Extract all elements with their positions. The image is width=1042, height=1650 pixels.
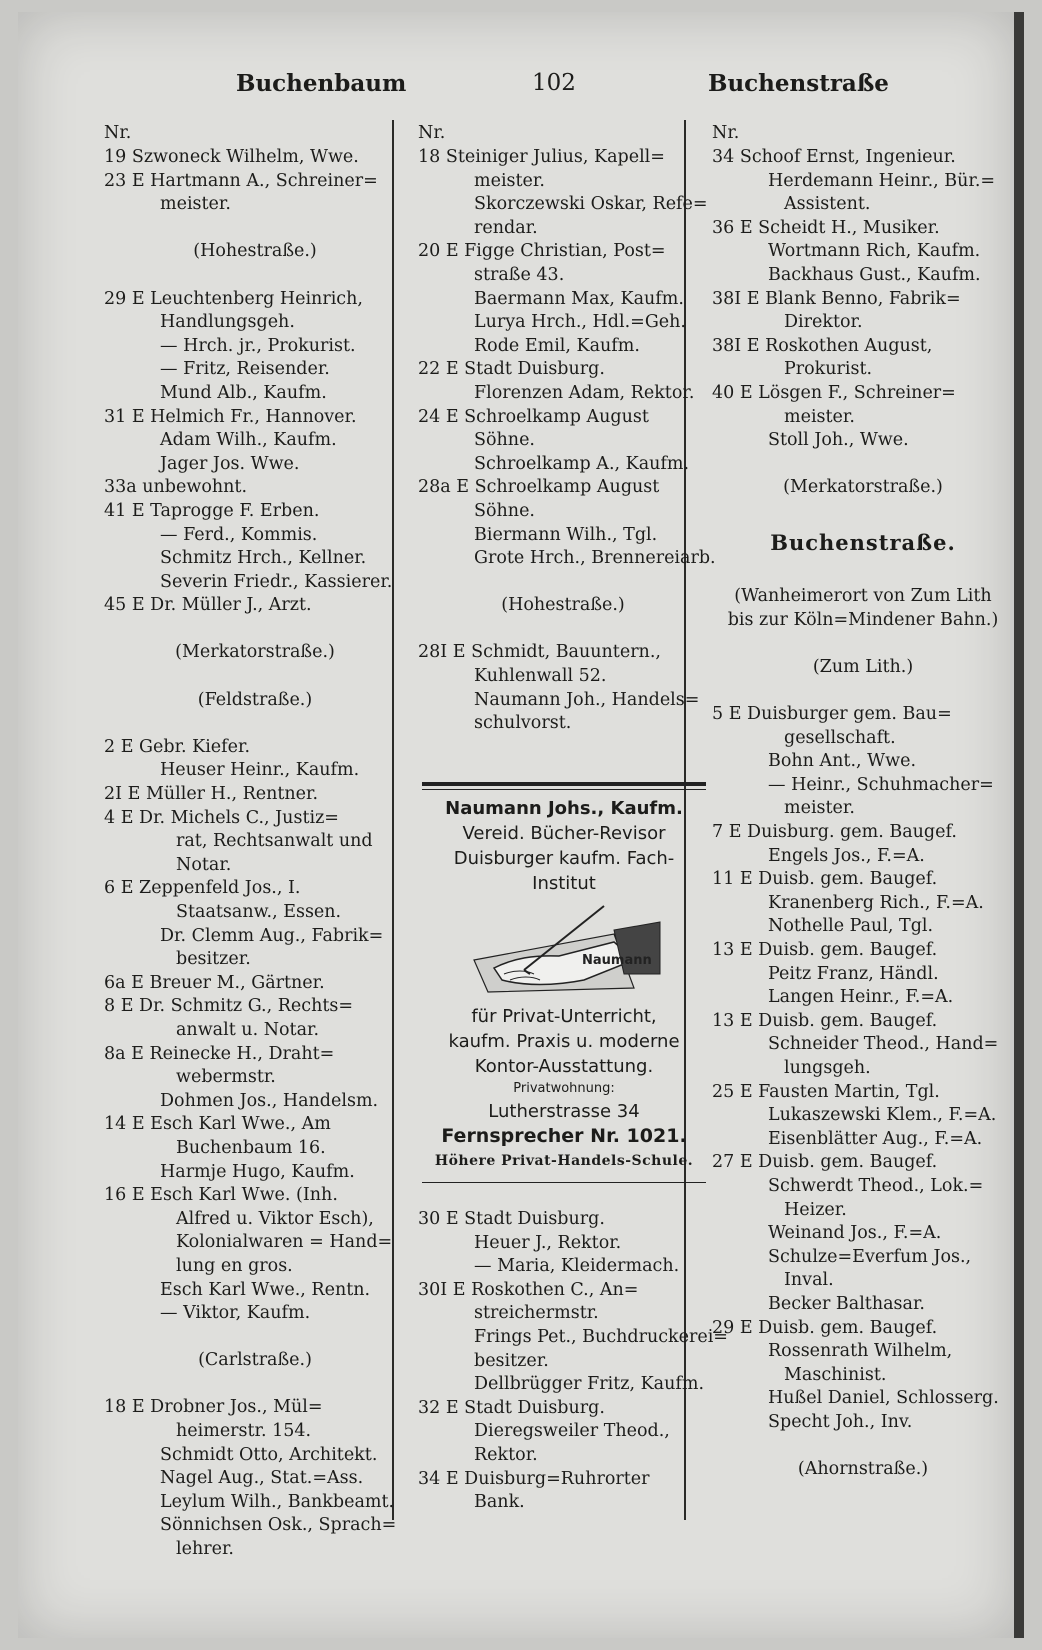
entry-line: 13 E Duisb. gem. Baugef. xyxy=(712,1010,938,1031)
cross-street: (Hohestraße.) xyxy=(501,595,625,616)
entry-line: streichermstr. xyxy=(474,1303,599,1324)
spacer xyxy=(712,632,1014,656)
entry-line: Dieregsweiler Theod., xyxy=(474,1421,670,1442)
entry-line: Rektor. xyxy=(474,1444,538,1465)
cross-street: bis zur Köln=Mindener Bahn.) xyxy=(727,609,999,630)
entry-line: 5 E Duisburger gem. Bau= xyxy=(712,704,952,725)
page-number: 102 xyxy=(532,70,576,96)
entry-line: Baermann Max, Kaufm. xyxy=(474,288,684,309)
entry-line: 7 E Duisburg. gem. Baugef. xyxy=(712,822,957,843)
entry-line: Alfred u. Viktor Esch), xyxy=(176,1208,374,1229)
entry-line: 8 E Dr. Schmitz G., Rechts= xyxy=(104,996,354,1017)
entry-line: Heuer J., Rektor. xyxy=(474,1232,622,1253)
entry-line: 6a E Breuer M., Gärtner. xyxy=(104,972,325,993)
entry-line: Hußel Daniel, Schlosserg. xyxy=(768,1388,999,1409)
entry-line: webermstr. xyxy=(176,1067,276,1088)
entry-line: 38I E Blank Benno, Fabrik= xyxy=(712,288,961,309)
entry-line: — Fritz, Reisender. xyxy=(160,359,330,380)
entry-line: 38I E Roskothen August, xyxy=(712,335,933,356)
entry-line: 2 E Gebr. Kiefer. xyxy=(104,736,251,757)
entry-line: Dellbrügger Fritz, Kaufm. xyxy=(474,1374,705,1395)
entry-line: Nr. xyxy=(418,123,446,143)
entry-line: 30I E Roskothen C., An= xyxy=(418,1279,639,1300)
entry-line: Becker Balthasar. xyxy=(768,1293,925,1314)
entry-line: Schmidt Otto, Architekt. xyxy=(160,1444,378,1465)
column-left xyxy=(104,122,406,1562)
entry-line: Söhne. xyxy=(474,500,535,521)
spacer xyxy=(712,562,1014,586)
ad-school: Höhere Privat-Handels-Schule. xyxy=(434,1153,694,1169)
header-right: Buchenstraße xyxy=(708,70,889,97)
entry-line: Direktor. xyxy=(784,312,863,333)
ad-line: Duisburger kaufm. Fach- xyxy=(453,848,675,869)
ad-rule xyxy=(422,782,706,786)
spacer xyxy=(418,618,708,642)
entry-line: Rode Emil, Kaufm. xyxy=(474,335,640,356)
entry-line: Mund Alb., Kaufm. xyxy=(160,382,327,403)
spacer xyxy=(104,665,406,689)
entry-line: Lukaszewski Klem., F.=A. xyxy=(768,1105,997,1126)
column-right xyxy=(712,122,1014,1482)
entry-line: meister. xyxy=(474,170,545,191)
entry-line: 22 E Stadt Duisburg. xyxy=(418,359,605,380)
entry-line: Biermann Wilh., Tgl. xyxy=(474,524,658,545)
advertisement xyxy=(414,782,714,1183)
cross-street: (Ahornstraße.) xyxy=(797,1459,929,1480)
entry-line: Florenzen Adam, Rektor. xyxy=(474,382,695,403)
entry-line: Buchenbaum 16. xyxy=(176,1137,326,1158)
spacer xyxy=(712,500,1014,524)
entry-line: Schulze=Everfum Jos., xyxy=(768,1246,972,1267)
entry-line: Skorczewski Oskar, Refe= xyxy=(474,194,708,215)
entry-line: Stoll Joh., Wwe. xyxy=(768,430,909,451)
entry-line: meister. xyxy=(784,406,855,427)
entry-line: Schmitz Hrch., Kellner. xyxy=(160,548,367,569)
spacer xyxy=(712,679,1014,703)
entry-line: 11 E Duisb. gem. Baugef. xyxy=(712,869,938,890)
cross-street: (Carlstraße.) xyxy=(198,1350,312,1371)
entry-line: lehrer. xyxy=(176,1539,234,1560)
ad-signature: Naumann xyxy=(582,953,652,968)
entry-line: — Maria, Kleidermach. xyxy=(474,1256,680,1277)
entry-line: Leylum Wilh., Bankbeamt. xyxy=(160,1491,395,1512)
entry-line: 30 E Stadt Duisburg. xyxy=(418,1209,605,1229)
writing-hand-illustration xyxy=(464,900,664,998)
entry-line: Kolonialwaren = Hand= xyxy=(176,1232,393,1253)
ad-name: Naumann Johs., Kaufm. xyxy=(445,798,683,819)
entry-line: Severin Friedr., Kassierer. xyxy=(160,571,393,592)
entry-line: Dr. Clemm Aug., Fabrik= xyxy=(160,925,384,946)
ad-line: Institut xyxy=(532,873,596,894)
spacer xyxy=(104,217,406,241)
entry-line: Schneider Theod., Hand= xyxy=(768,1034,999,1055)
header-left: Buchenbaum xyxy=(236,70,407,97)
entry-line: Bohn Ant., Wwe. xyxy=(768,751,917,772)
entry-line: Schwerdt Theod., Lok.= xyxy=(768,1175,984,1196)
ad-line: für Privat-Unterricht, xyxy=(471,1006,657,1027)
spacer xyxy=(104,1326,406,1350)
entry-line: Naumann Joh., Handels= xyxy=(474,689,700,710)
entry-line: 32 E Stadt Duisburg. xyxy=(418,1397,605,1418)
entry-line: lungsgeh. xyxy=(784,1057,871,1078)
entry-line: Herdemann Heinr., Bür.= xyxy=(768,170,996,191)
entry-line: 28a E Schroelkamp August xyxy=(418,477,660,498)
cross-street: (Feldstraße.) xyxy=(197,689,313,710)
entry-line: heimerstr. 154. xyxy=(176,1421,312,1442)
entry-line: Frings Pet., Buchdruckerei= xyxy=(474,1326,728,1347)
entry-line: 40 E Lösgen F., Schreiner= xyxy=(712,382,956,403)
entry-line: 29 E Leuchtenberg Heinrich, xyxy=(104,288,363,309)
entry-line: 36 E Scheidt H., Musiker. xyxy=(712,217,940,238)
entry-line: 28I E Schmidt, Bauuntern., xyxy=(418,642,661,663)
entry-line: rendar. xyxy=(474,217,538,238)
entry-line: — Ferd., Kommis. xyxy=(160,524,318,545)
entry-line: Esch Karl Wwe., Rentn. xyxy=(160,1279,371,1300)
entry-line: 20 E Figge Christian, Post= xyxy=(418,241,666,262)
cross-street: (Merkatorstraße.) xyxy=(175,642,335,663)
entry-line: 18 E Drobner Jos., Mül= xyxy=(104,1397,323,1418)
spacer xyxy=(712,1434,1014,1458)
entry-line: 13 E Duisb. gem. Baugef. xyxy=(712,940,938,960)
ad-line: Kontor-Ausstattung. xyxy=(474,1056,654,1077)
entry-line: rat, Rechtsanwalt und xyxy=(176,831,373,852)
cross-street: (Merkatorstraße.) xyxy=(783,477,943,498)
entry-line: 6 E Zeppenfeld Jos., I. xyxy=(104,878,301,899)
column-middle xyxy=(418,122,716,736)
entry-line: 45 E Dr. Müller J., Arzt. xyxy=(104,595,312,616)
entry-line: — Heinr., Schuhmacher= xyxy=(768,774,994,795)
entry-line: Handlungsgeh. xyxy=(160,312,295,333)
entry-line: Maschinist. xyxy=(784,1364,887,1385)
entry-line: Inval. xyxy=(784,1270,834,1291)
spacer xyxy=(104,264,406,288)
entry-line: Harmje Hugo, Kaufm. xyxy=(160,1161,355,1182)
entry-line: 16 E Esch Karl Wwe. (Inh. xyxy=(104,1185,338,1206)
entry-line: Peitz Franz, Händl. xyxy=(768,963,939,984)
ad-rule xyxy=(422,1182,706,1183)
spacer xyxy=(104,618,406,642)
entry-line: besitzer. xyxy=(176,949,251,970)
entry-line: Eisenblätter Aug., F.=A. xyxy=(768,1128,983,1149)
entry-line: — Viktor, Kaufm. xyxy=(160,1303,311,1324)
entry-line: 8a E Reinecke H., Draht= xyxy=(104,1043,335,1064)
entry-line: anwalt u. Notar. xyxy=(176,1019,320,1040)
entry-line: Assistent. xyxy=(784,194,871,215)
entry-line: 31 E Helmich Fr., Hannover. xyxy=(104,406,357,427)
cross-street: (Hohestraße.) xyxy=(193,241,317,262)
entry-line: Nr. xyxy=(712,123,740,143)
cross-street: (Wanheimerort von Zum Lith xyxy=(734,586,992,607)
entry-line: besitzer. xyxy=(474,1350,549,1371)
entry-line: 19 Szwoneck Wilhelm, Wwe. xyxy=(104,147,359,167)
entry-line: 34 Schoof Ernst, Ingenieur. xyxy=(712,147,956,167)
entry-line: Staatsanw., Essen. xyxy=(176,902,342,922)
entry-line: 34 E Duisburg=Ruhrorter xyxy=(418,1468,650,1489)
entry-line: 14 E Esch Karl Wwe., Am xyxy=(104,1114,331,1135)
entry-line: schulvorst. xyxy=(474,713,572,734)
entry-line: 2I E Müller H., Rentner. xyxy=(104,784,319,805)
entry-line: Notar. xyxy=(176,854,232,875)
entry-line: 23 E Hartmann A., Schreiner= xyxy=(104,170,378,191)
entry-line: 29 E Duisb. gem. Baugef. xyxy=(712,1317,938,1338)
entry-line: Sönnichsen Osk., Sprach= xyxy=(160,1515,397,1536)
entry-line: meister. xyxy=(784,798,855,819)
entry-line: 41 E Taprogge F. Erben. xyxy=(104,500,320,521)
entry-line: 27 E Duisb. gem. Baugef. xyxy=(712,1152,938,1173)
entry-line: Rossenrath Wilhelm, xyxy=(768,1341,953,1362)
entry-line: Nr. xyxy=(104,123,132,143)
entry-line: Langen Heinr., F.=A. xyxy=(768,987,954,1008)
entry-line: Schroelkamp A., Kaufm. xyxy=(474,453,690,474)
entry-line: Dohmen Jos., Handelsm. xyxy=(160,1090,379,1111)
ad-rule xyxy=(422,789,706,790)
spacer xyxy=(712,453,1014,477)
section-title: Buchenstraße. xyxy=(770,529,956,555)
entry-line: meister. xyxy=(160,194,231,215)
ad-line: kaufm. Praxis u. moderne xyxy=(448,1031,680,1052)
entry-line: 25 E Fausten Martin, Tgl. xyxy=(712,1081,940,1102)
directory-page xyxy=(18,12,1024,1638)
entry-line: gesellschaft. xyxy=(784,727,896,748)
entry-line: Nagel Aug., Stat.=Ass. xyxy=(160,1468,364,1489)
entry-line: lung en gros. xyxy=(176,1255,293,1276)
entry-line: Heuser Heinr., Kaufm. xyxy=(160,760,360,781)
entry-line: 24 E Schroelkamp August xyxy=(418,406,649,427)
entry-line: Bank. xyxy=(474,1492,525,1513)
entry-line: Grote Hrch., Brennereiarb. xyxy=(474,548,716,569)
entry-line: Heizer. xyxy=(784,1199,847,1220)
entry-line: 4 E Dr. Michels C., Justiz= xyxy=(104,807,339,828)
entry-line: Backhaus Gust., Kaufm. xyxy=(768,264,981,285)
ad-address: Lutherstrasse 34 xyxy=(488,1101,640,1122)
entry-line: 33a unbewohnt. xyxy=(104,477,248,498)
cross-street: (Zum Lith.) xyxy=(812,656,914,677)
entry-line: Söhne. xyxy=(474,430,535,451)
ad-line: Privatwohnung: xyxy=(513,1081,615,1096)
entry-line: 18 Steiniger Julius, Kapell= xyxy=(418,147,665,167)
entry-line: Engels Jos., F.=A. xyxy=(768,845,925,866)
entry-line: Adam Wilh., Kaufm. xyxy=(160,430,337,451)
entry-line: Weinand Jos., F.=A. xyxy=(768,1223,942,1244)
spacer xyxy=(104,1373,406,1397)
entry-line: — Hrch. jr., Prokurist. xyxy=(160,335,356,356)
entry-line: Wortmann Rich, Kaufm. xyxy=(768,241,981,262)
entry-line: Kuhlenwall 52. xyxy=(474,666,607,687)
spacer xyxy=(104,712,406,736)
entry-line: Prokurist. xyxy=(784,359,873,380)
entry-line: Jager Jos. Wwe. xyxy=(160,453,300,474)
entry-line: Nothelle Paul, Tgl. xyxy=(768,916,934,937)
ad-phone: Fernsprecher Nr. 1021. xyxy=(441,1125,687,1147)
spacer xyxy=(418,571,708,595)
entry-line: Kranenberg Rich., F.=A. xyxy=(768,892,984,913)
entry-line: straße 43. xyxy=(474,264,565,285)
column-middle-lower xyxy=(418,1208,728,1515)
entry-line: Specht Joh., Inv. xyxy=(768,1411,913,1432)
ad-line: Vereid. Bücher-Revisor xyxy=(462,823,666,844)
entry-line: Lurya Hrch., Hdl.=Geh. xyxy=(474,312,686,333)
